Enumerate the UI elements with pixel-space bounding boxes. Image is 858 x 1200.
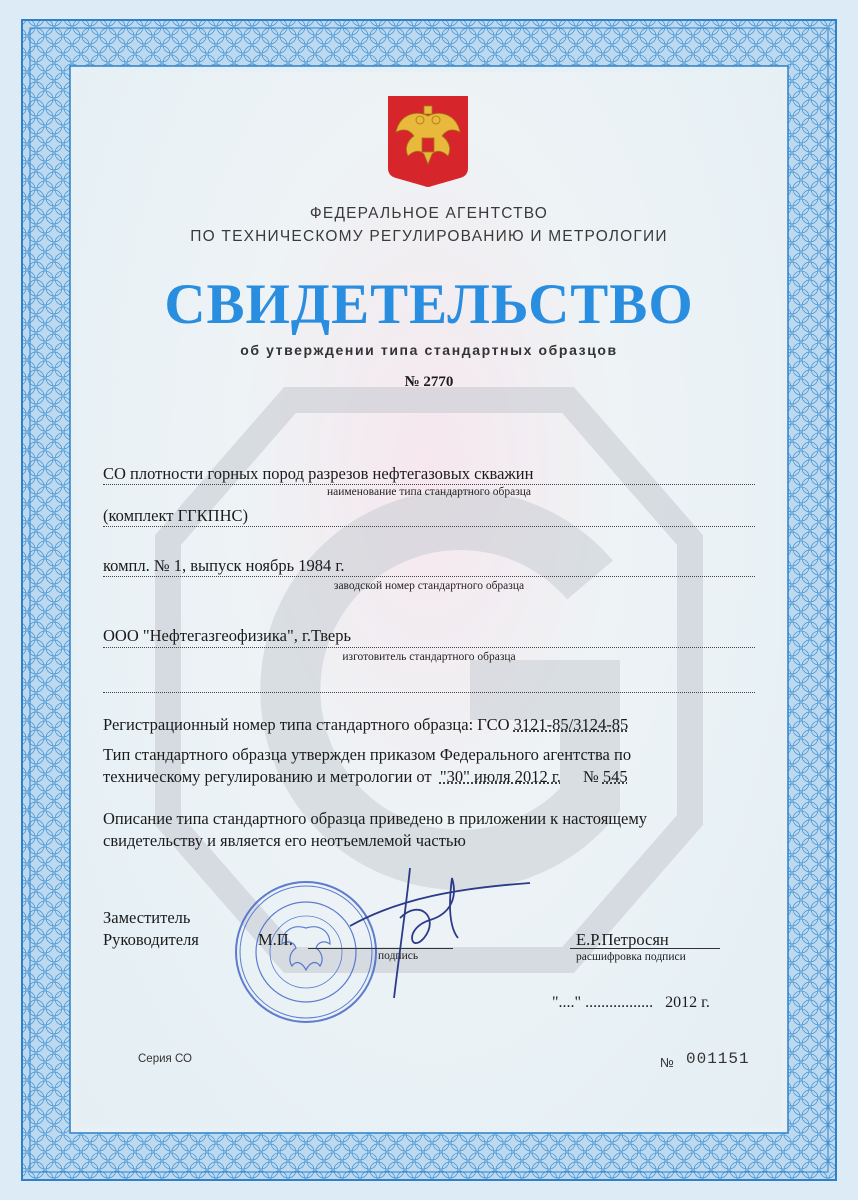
signer-position-line-1: Заместитель <box>103 908 191 927</box>
dotted-line <box>103 647 755 648</box>
signature-caption: подпись <box>378 950 419 962</box>
signer-name-line <box>570 948 720 949</box>
registration-number: 3121-85/3124-85 <box>513 715 629 734</box>
dotted-line <box>103 526 755 527</box>
dotted-line <box>103 576 755 577</box>
manufacturer-value: ООО "Нефтегазгеофизика", г.Тверь <box>103 626 352 645</box>
serial-number-caption: заводской номер стандартного образца <box>333 580 525 592</box>
series-label: Серия СО <box>138 1053 192 1065</box>
approval-line-1: Тип стандартного образца утвержден приказом Федерального агентства по <box>103 745 632 764</box>
order-label: № <box>582 767 599 786</box>
date-dots: ................. <box>585 994 654 1011</box>
description-line-1: Описание типа стандартного образца приведено в приложении к настоящему <box>103 809 648 828</box>
serial-label: № <box>660 1055 674 1070</box>
sample-name-line-2: (комплект ГГКПНС) <box>103 506 248 525</box>
dotted-line <box>103 692 755 693</box>
certificate-number: № 2770 <box>404 374 454 390</box>
date-quote: "...." <box>552 994 582 1011</box>
date-year: 2012 г. <box>665 994 710 1011</box>
document-title: СВИДЕТЕЛЬСТВО <box>164 273 694 336</box>
signer-position-line-2: Руководителя <box>103 930 199 949</box>
registration-prefix: ГСО <box>477 715 510 734</box>
signature-line <box>308 948 453 949</box>
document-subtitle: об утверждении типа стандартных образцов <box>240 342 618 358</box>
signer-name-caption: расшифровка подписи <box>576 951 686 963</box>
signature-icon <box>340 858 540 1008</box>
serial-number-value: компл. № 1, выпуск ноябрь 1984 г. <box>103 556 345 575</box>
coat-of-arms-icon <box>386 94 470 192</box>
order-number: 545 <box>602 767 628 786</box>
agency-line-1: ФЕДЕРАЛЬНОЕ АГЕНТСТВО <box>309 205 549 222</box>
dotted-line <box>103 484 755 485</box>
signature-date <box>552 994 710 1012</box>
description-line-2: свидетельству и является его неотъемлемой частью <box>103 831 466 850</box>
registration-label: Регистрационный номер типа стандартного образца: <box>103 715 474 734</box>
form-serial-number: 001151 <box>686 1050 750 1068</box>
sample-name-caption: наименование типа стандартного образца <box>326 486 531 498</box>
registration-row <box>103 714 758 736</box>
sample-name-line-1: СО плотности горных пород разрезов нефтегазовых скважин <box>103 464 534 483</box>
seal-mark: М.П. <box>258 930 293 949</box>
approval-line-2 <box>103 766 758 788</box>
approval-text: техническому регулированию и метрологии от <box>103 767 432 786</box>
agency-line-2: ПО ТЕХНИЧЕСКОМУ РЕГУЛИРОВАНИЮ И МЕТРОЛОГИИ <box>190 228 668 245</box>
approval-date: "30" июля 2012 г. <box>439 767 561 786</box>
manufacturer-caption: изготовитель стандартного образца <box>342 651 516 663</box>
signer-name: Е.Р.Петросян <box>576 930 669 949</box>
